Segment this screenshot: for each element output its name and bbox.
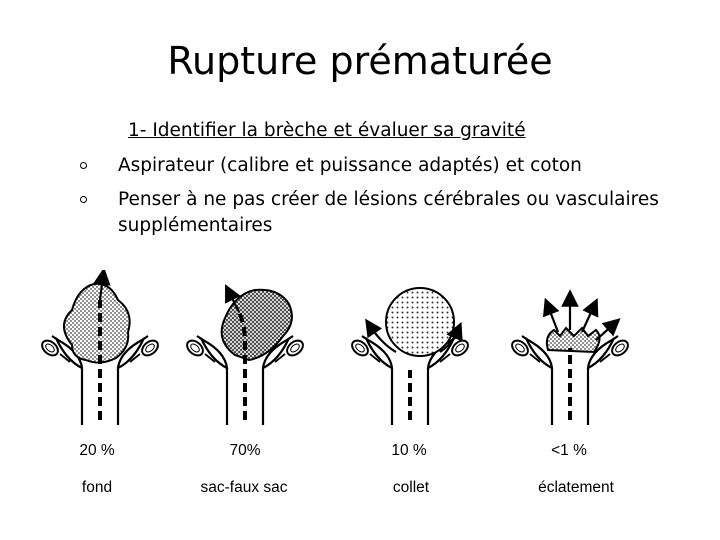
aneurysm-sac-illustration xyxy=(184,290,306,425)
bullet-text: Penser à ne pas créer de lésions cérébrales ou vasculaires supplémentaires xyxy=(118,189,659,236)
slide-subtitle: 1- Identifier la brèche et évaluer sa gravité xyxy=(128,120,526,141)
figure-location: éclatement xyxy=(538,479,614,496)
bullet-item xyxy=(78,187,678,239)
figure-percent: <1 % xyxy=(551,442,587,459)
bullet-list xyxy=(78,153,678,239)
figure-location: fond xyxy=(81,479,113,496)
bullet-item xyxy=(78,153,678,179)
bullet-text: Aspirateur (calibre et puissance adaptés) et coton xyxy=(118,155,582,176)
aneurysm-collet-illustration xyxy=(349,288,471,425)
figure-percent: 20 % xyxy=(79,442,115,459)
aneurysm-fond-illustration xyxy=(40,276,161,425)
figure-percent: 10 % xyxy=(391,442,427,459)
aneurysm-eclatement-illustration xyxy=(509,298,631,425)
figure-location: collet xyxy=(392,479,430,496)
aneurysm-rupture-diagram xyxy=(40,270,680,440)
bullet-icon xyxy=(80,196,87,203)
bullet-icon xyxy=(80,162,87,169)
slide-title: Rupture prématurée xyxy=(167,39,553,83)
figure-percent: 70% xyxy=(229,442,261,459)
figure-location: sac-faux sac xyxy=(200,479,288,496)
